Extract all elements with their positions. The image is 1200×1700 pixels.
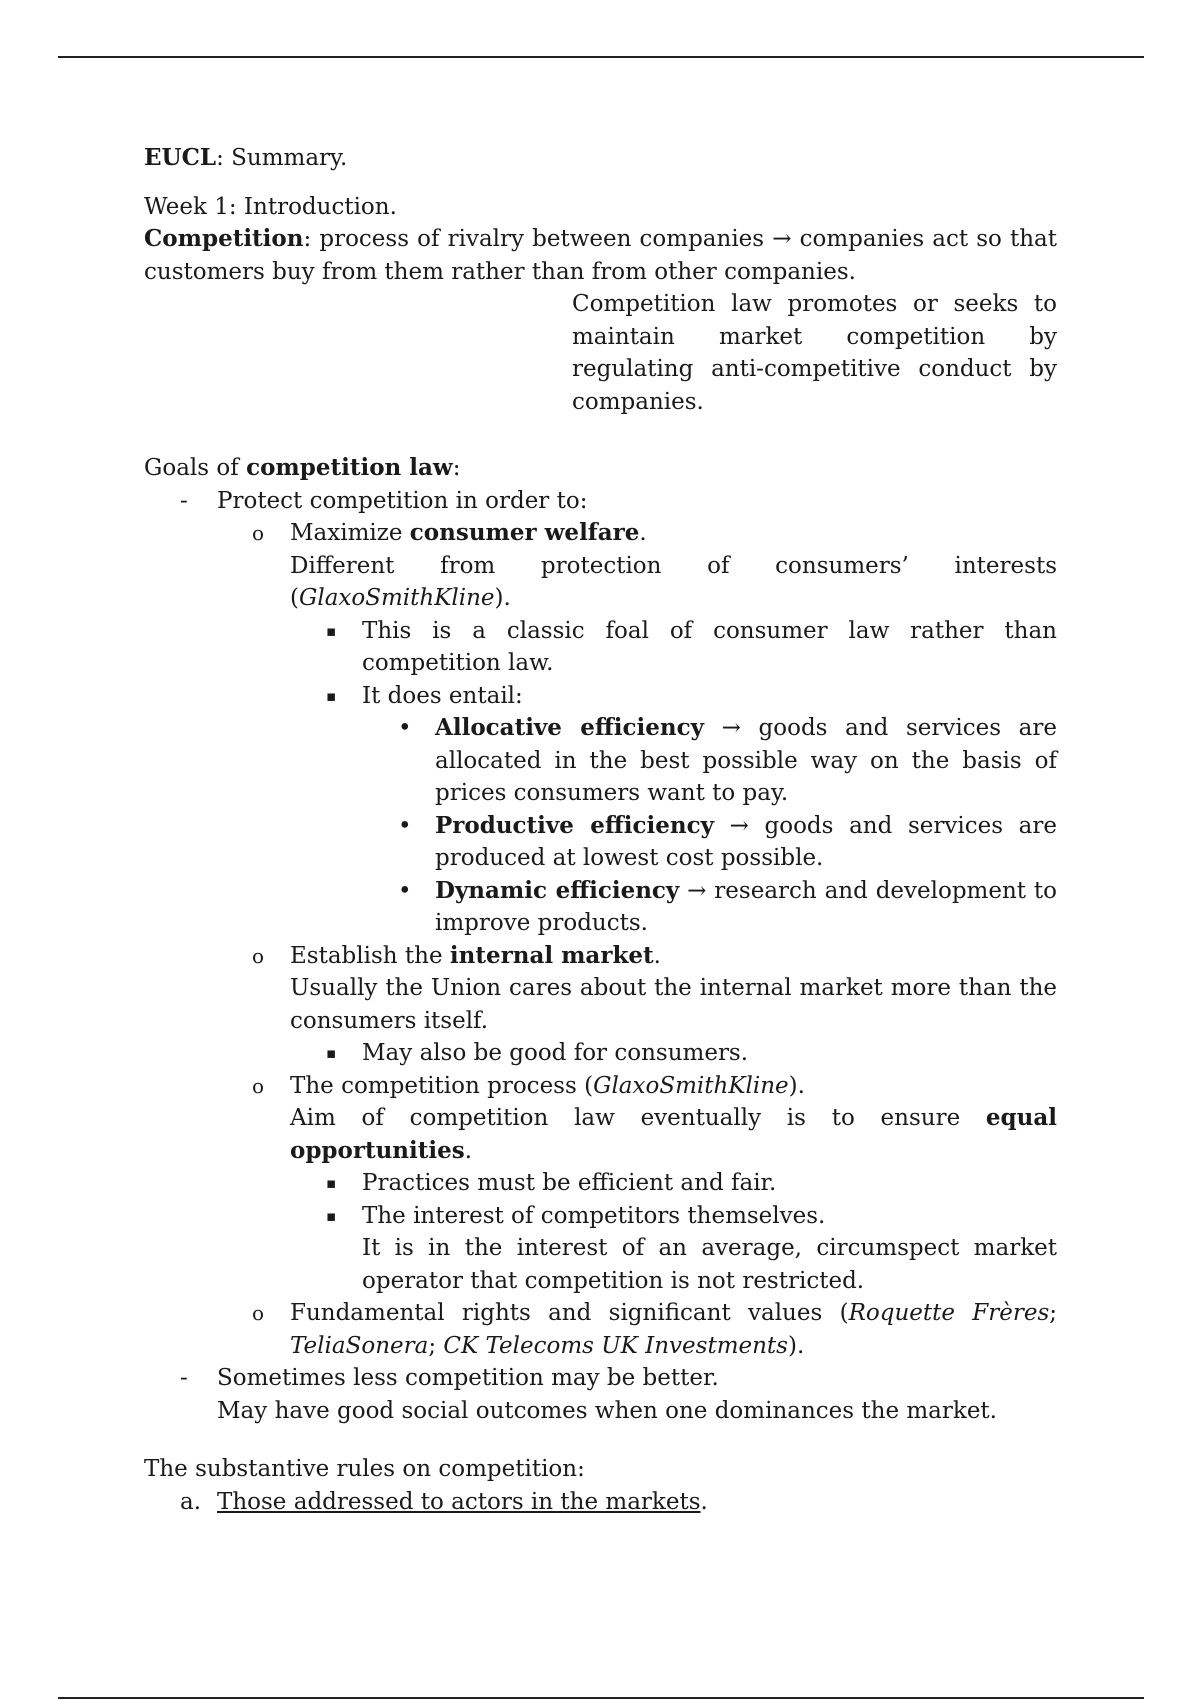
list-item-internal-market: [144, 940, 1057, 1038]
cp-note-pre: Aim of competition law eventually is to ensure: [290, 1105, 986, 1131]
productive-bold: Productive efficiency: [435, 811, 714, 839]
fr-case2: TeliaSonera: [290, 1332, 429, 1359]
entail-text: It does entail:: [362, 682, 523, 709]
im-post: .: [653, 942, 661, 969]
allocative-rest: → goods and services are allocated in the best possible way on the basis of prices consumers want to pay.: [435, 715, 1057, 806]
list-item-efficient-fair: [144, 1167, 1057, 1200]
cp-pre: The competition process (: [290, 1072, 594, 1099]
list-item-less-competition: [144, 1362, 1057, 1427]
cw-pre: Maximize: [290, 520, 410, 546]
list-item-classic-foal: [144, 615, 1057, 680]
square-marker: ▪: [326, 1174, 337, 1192]
list-item-fundamental-rights: [144, 1297, 1057, 1362]
list-item-competitors-interest: [144, 1200, 1057, 1298]
list-item-productive: [144, 810, 1057, 875]
im-pre: Establish the: [290, 942, 450, 969]
dynamic-rest: → research and development to improve products.: [435, 877, 1057, 936]
list-item-competition-process: [144, 1070, 1057, 1168]
competition-process-text: [290, 1070, 1057, 1103]
cp-note-bold: equal opportunities: [290, 1104, 1057, 1164]
classic-foal-text: This is a classic foal of consumer law rather than competition law.: [362, 617, 1057, 676]
list-item-dynamic: [144, 875, 1057, 940]
bullet-marker: •: [398, 812, 412, 839]
list-item-entail: [144, 680, 1057, 713]
list-item-good-for-consumers: [144, 1037, 1057, 1070]
square-marker: ▪: [326, 1044, 337, 1062]
document-title: [144, 142, 1057, 175]
dash-marker: -: [180, 1365, 188, 1391]
document-body: [144, 142, 1057, 1518]
competitors-interest-note: It is in the interest of an average, circumspect market operator that competition is not restricted.: [362, 1235, 1057, 1294]
internal-market-text: [290, 940, 1057, 973]
cp-case: GlaxoSmithKline: [593, 1072, 789, 1099]
list-item-consumer-welfare: [144, 517, 1057, 615]
circle-marker: o: [252, 521, 265, 545]
square-marker: ▪: [326, 686, 337, 705]
bullet-marker: •: [398, 877, 412, 904]
goals-heading-post: :: [452, 455, 461, 481]
competition-term: Competition: [144, 225, 304, 252]
title-bold: EUCL: [144, 144, 217, 171]
allocative-bold: Allocative efficiency: [435, 714, 704, 741]
list-item-allocative: [144, 712, 1057, 810]
item-a-text: [217, 1486, 1057, 1519]
dynamic-bold: Dynamic efficiency: [435, 876, 680, 904]
competition-text: : process of rivalry between companies → companies act so that customers buy from them rather than from other companies.: [144, 226, 1057, 285]
im-bold: internal market: [449, 941, 654, 969]
protect-text: Protect competition in order to:: [217, 487, 588, 514]
fr-sep2: ;: [428, 1332, 444, 1359]
goals-heading-bold: competition law: [246, 454, 453, 481]
fr-sep1: ;: [1049, 1300, 1057, 1326]
consumer-welfare-text: [290, 517, 1057, 550]
fr-pre: Fundamental rights and significant values (: [290, 1300, 849, 1326]
square-marker: ▪: [326, 621, 337, 640]
bullet-marker: •: [398, 715, 412, 741]
circle-marker: o: [252, 1073, 265, 1098]
cp-post: ).: [788, 1072, 805, 1099]
cw-note-post: ).: [494, 585, 511, 611]
good-for-consumers-text: May also be good for consumers.: [362, 1040, 749, 1066]
cw-note-pre: Different from protection of consumers’ interests (: [290, 552, 1057, 611]
item-a-post: .: [700, 1488, 708, 1515]
square-marker: ▪: [326, 1206, 337, 1225]
internal-market-note: Usually the Union cares about the internal market more than the consumers itself.: [290, 975, 1057, 1034]
cw-bold: consumer welfare: [409, 519, 640, 546]
consumer-welfare-note: [290, 550, 1057, 615]
goals-heading-pre: Goals of: [144, 455, 247, 481]
substantive-heading: The substantive rules on competition:: [144, 1456, 585, 1482]
fr-post: ).: [787, 1332, 805, 1359]
dash-marker: -: [180, 487, 188, 514]
item-a-underlined: Those addressed to actors in the markets: [217, 1488, 701, 1515]
competition-process-note: [290, 1102, 1057, 1167]
list-item-protect: [144, 485, 1057, 518]
fr-case1: Roquette Frères: [848, 1300, 1050, 1326]
allocative-text: [435, 712, 1057, 810]
fundamental-rights-text: [290, 1297, 1057, 1362]
header-rule: [58, 56, 1144, 58]
competitors-interest-text: The interest of competitors themselves.: [362, 1202, 826, 1229]
cp-note-post: .: [464, 1137, 473, 1164]
alpha-marker: a.: [180, 1488, 202, 1515]
goals-heading: [144, 452, 1057, 485]
callout-paragraph: Competition law promotes or seeks to maintain market competition by regulating anti-competitive conduct by companies.: [572, 291, 1057, 415]
less-competition-text: Sometimes less competition may be better.: [217, 1365, 719, 1391]
circle-marker: o: [252, 1301, 265, 1325]
cw-note-case: GlaxoSmithKline: [298, 585, 495, 611]
cw-post: .: [639, 520, 647, 546]
productive-text: [435, 810, 1057, 875]
efficient-fair-text: Practices must be efficient and fair.: [362, 1170, 777, 1196]
fr-case3: CK Telecoms UK Investments: [443, 1332, 788, 1359]
productive-rest: → goods and services are produced at lowest cost possible.: [435, 812, 1057, 871]
week-heading: Week 1: Introduction.: [144, 193, 397, 220]
competition-definition: [144, 223, 1057, 288]
list-item-a: [144, 1486, 1057, 1519]
dynamic-text: [435, 875, 1057, 940]
footer-rule: [58, 1697, 1144, 1699]
less-competition-note: May have good social outcomes when one dominances the market.: [217, 1397, 997, 1424]
circle-marker: o: [252, 943, 265, 968]
title-rest: : Summary.: [216, 145, 348, 171]
